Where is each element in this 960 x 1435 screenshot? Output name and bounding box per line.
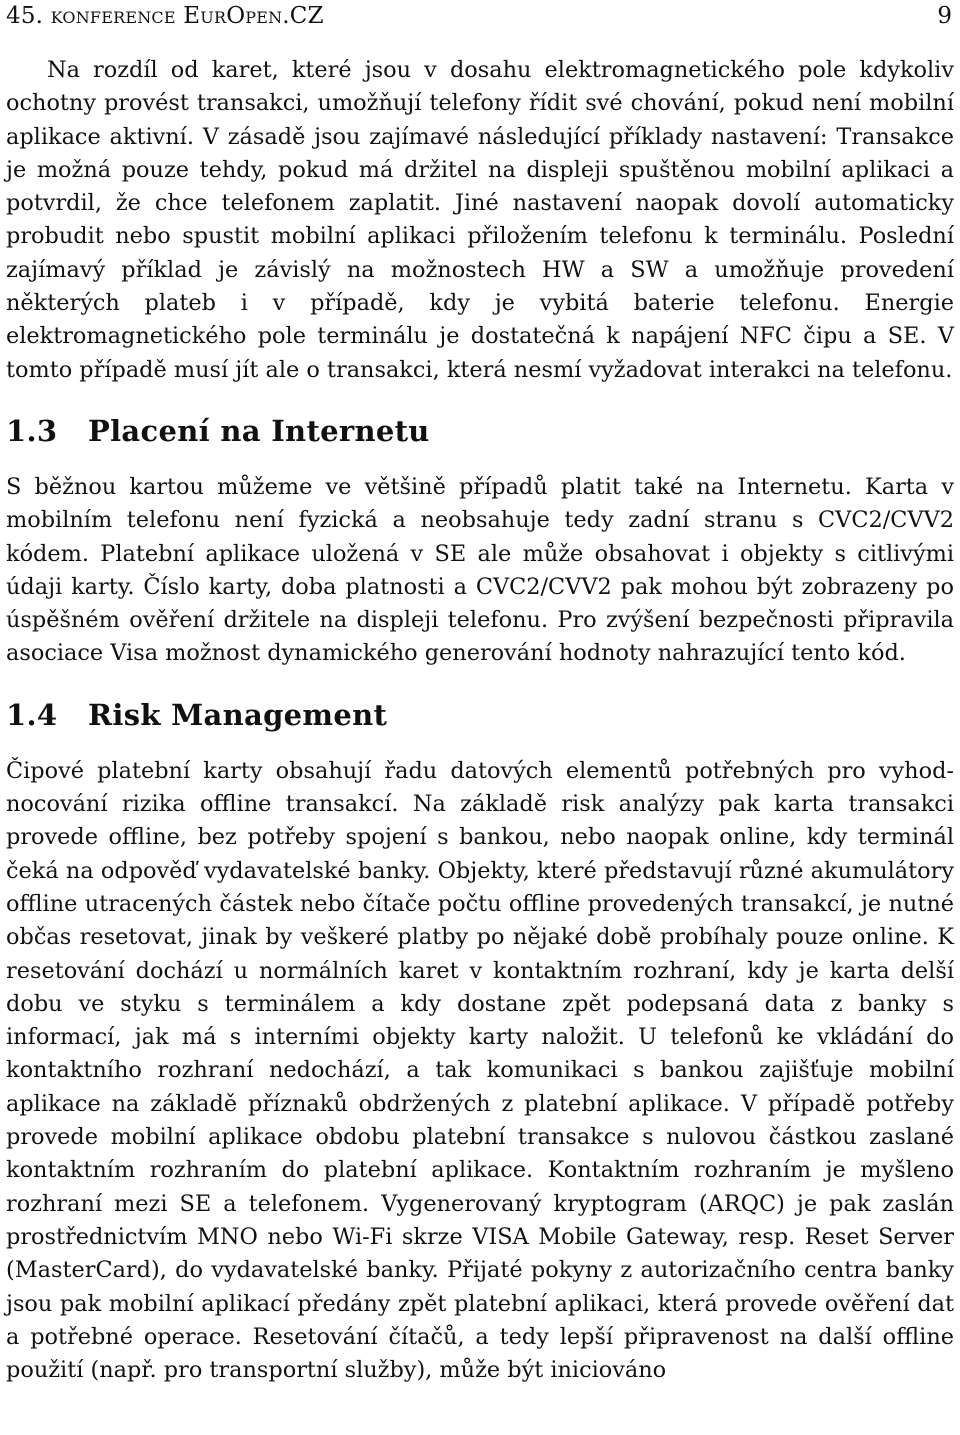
conference-name: 45. konference EurOpen.CZ [6, 3, 324, 29]
internet-paragraph: S běžnou kartou můžeme ve většině případů platit také na Internetu. Karta v mobilním telefonu není fyzická a neobsahuje tedy zadní stranu s CVC2/CVV2 kódem. Platební aplikace uložená v SE ale může obsahovat i objekty s citlivými údaji karty. Číslo karty, doba platnosti a CVC2/CVV2 pak mohou být zobrazeny po úspěšném ověření držitele na displeji telefonu. Pro zvýšení bezpečnosti připravila asociace Visa možnost dynamického generování hodnoty nahrazující tento kód. [6, 473, 954, 667]
document-page [6, 0, 954, 1387]
risk-paragraph: Čipové platební karty obsahují řadu datových elementů potřebných pro vyhodnocování rizika offline transakcí. Na základě risk analýzy pak karta transakci provede offline, bez potřeby spojení s bankou, nebo naopak online, kdy terminál čeká na odpověď vydavatelské banky. Objekty, které představují různé akumulátory offline utracených částek nebo čítače počtu offline provedených transakcí, je nutné občas resetovat, jinak by veškeré platby po nějaké době probíhaly pouze online. K resetování dochází u normálních karet v kontaktním rozhraní, kdy je karta delší dobu ve styku s terminálem a kdy dostane zpět podepsaná data z banky s informací, jak má s interními objekty karty naložit. U telefonů ke vkládání do kontaktního rozhraní nedochází, a tak komunikaci s bankou zajišťuje mobilní aplikace na základě příznaků obdržených z platební aplikace. V případě potřeby provede mobilní aplikace obdobu platební transakce s nulovou částkou zaslané kontaktním rozhraním do platební aplikace. Kontaktním rozhraním je myšleno rozhraní mezi SE a telefonem. Vygenerovaný kryptogram (ARQC) je pak zaslán prostřednictvím MNO nebo Wi-Fi skrze VISA Mobile Gateway, resp. Reset Server (MasterCard), do vydavatelské banky. Přijaté pokyny z autorizačního centra banky jsou pak mobilní aplikací předány zpět platební aplikaci, která provede ověření dat a potřebné operace. Resetování čítačů, a tedy lepší připravenost na další offline použití (např. pro transportní služby), může být iniciováno [6, 757, 954, 1384]
section-title: Placení na Internetu [88, 413, 430, 448]
section-title: Risk Management [88, 697, 388, 732]
running-header [6, 0, 954, 32]
section-heading-internet [6, 413, 954, 449]
section-number: 1.4 [6, 697, 58, 732]
intro-paragraph: Na rozdíl od karet, které jsou v dosahu elektromagnetického pole kdykoliv ochotny provést transakci, umožňují telefony řídit své chování, pokud není mobilní aplikace aktivní. V zásadě jsou zajímavé následující příklady nastavení: Transakce je možná pouze tehdy, pokud má držitel na displeji spuštěnou mobilní aplikaci a potvrdil, že chce telefonem zaplatit. Jiné nastavení naopak dovolí automaticky probudit nebo spustit mobilní aplikaci přiložením telefonu k terminálu. Poslední zajímavý příklad je závislý na možnostech HW a SW a umožňuje provedení některých plateb i v případě, kdy je vybitá baterie telefonu. Energie elektromagnetického pole terminálu je dostatečná k napájení NFC čipu a SE. V tomto případě musí jít ale o transakci, která nesmí vyžadovat interakci na telefonu. [6, 57, 954, 383]
section-number: 1.3 [6, 413, 58, 448]
section-heading-risk [6, 697, 954, 733]
page-number: 9 [937, 3, 952, 29]
